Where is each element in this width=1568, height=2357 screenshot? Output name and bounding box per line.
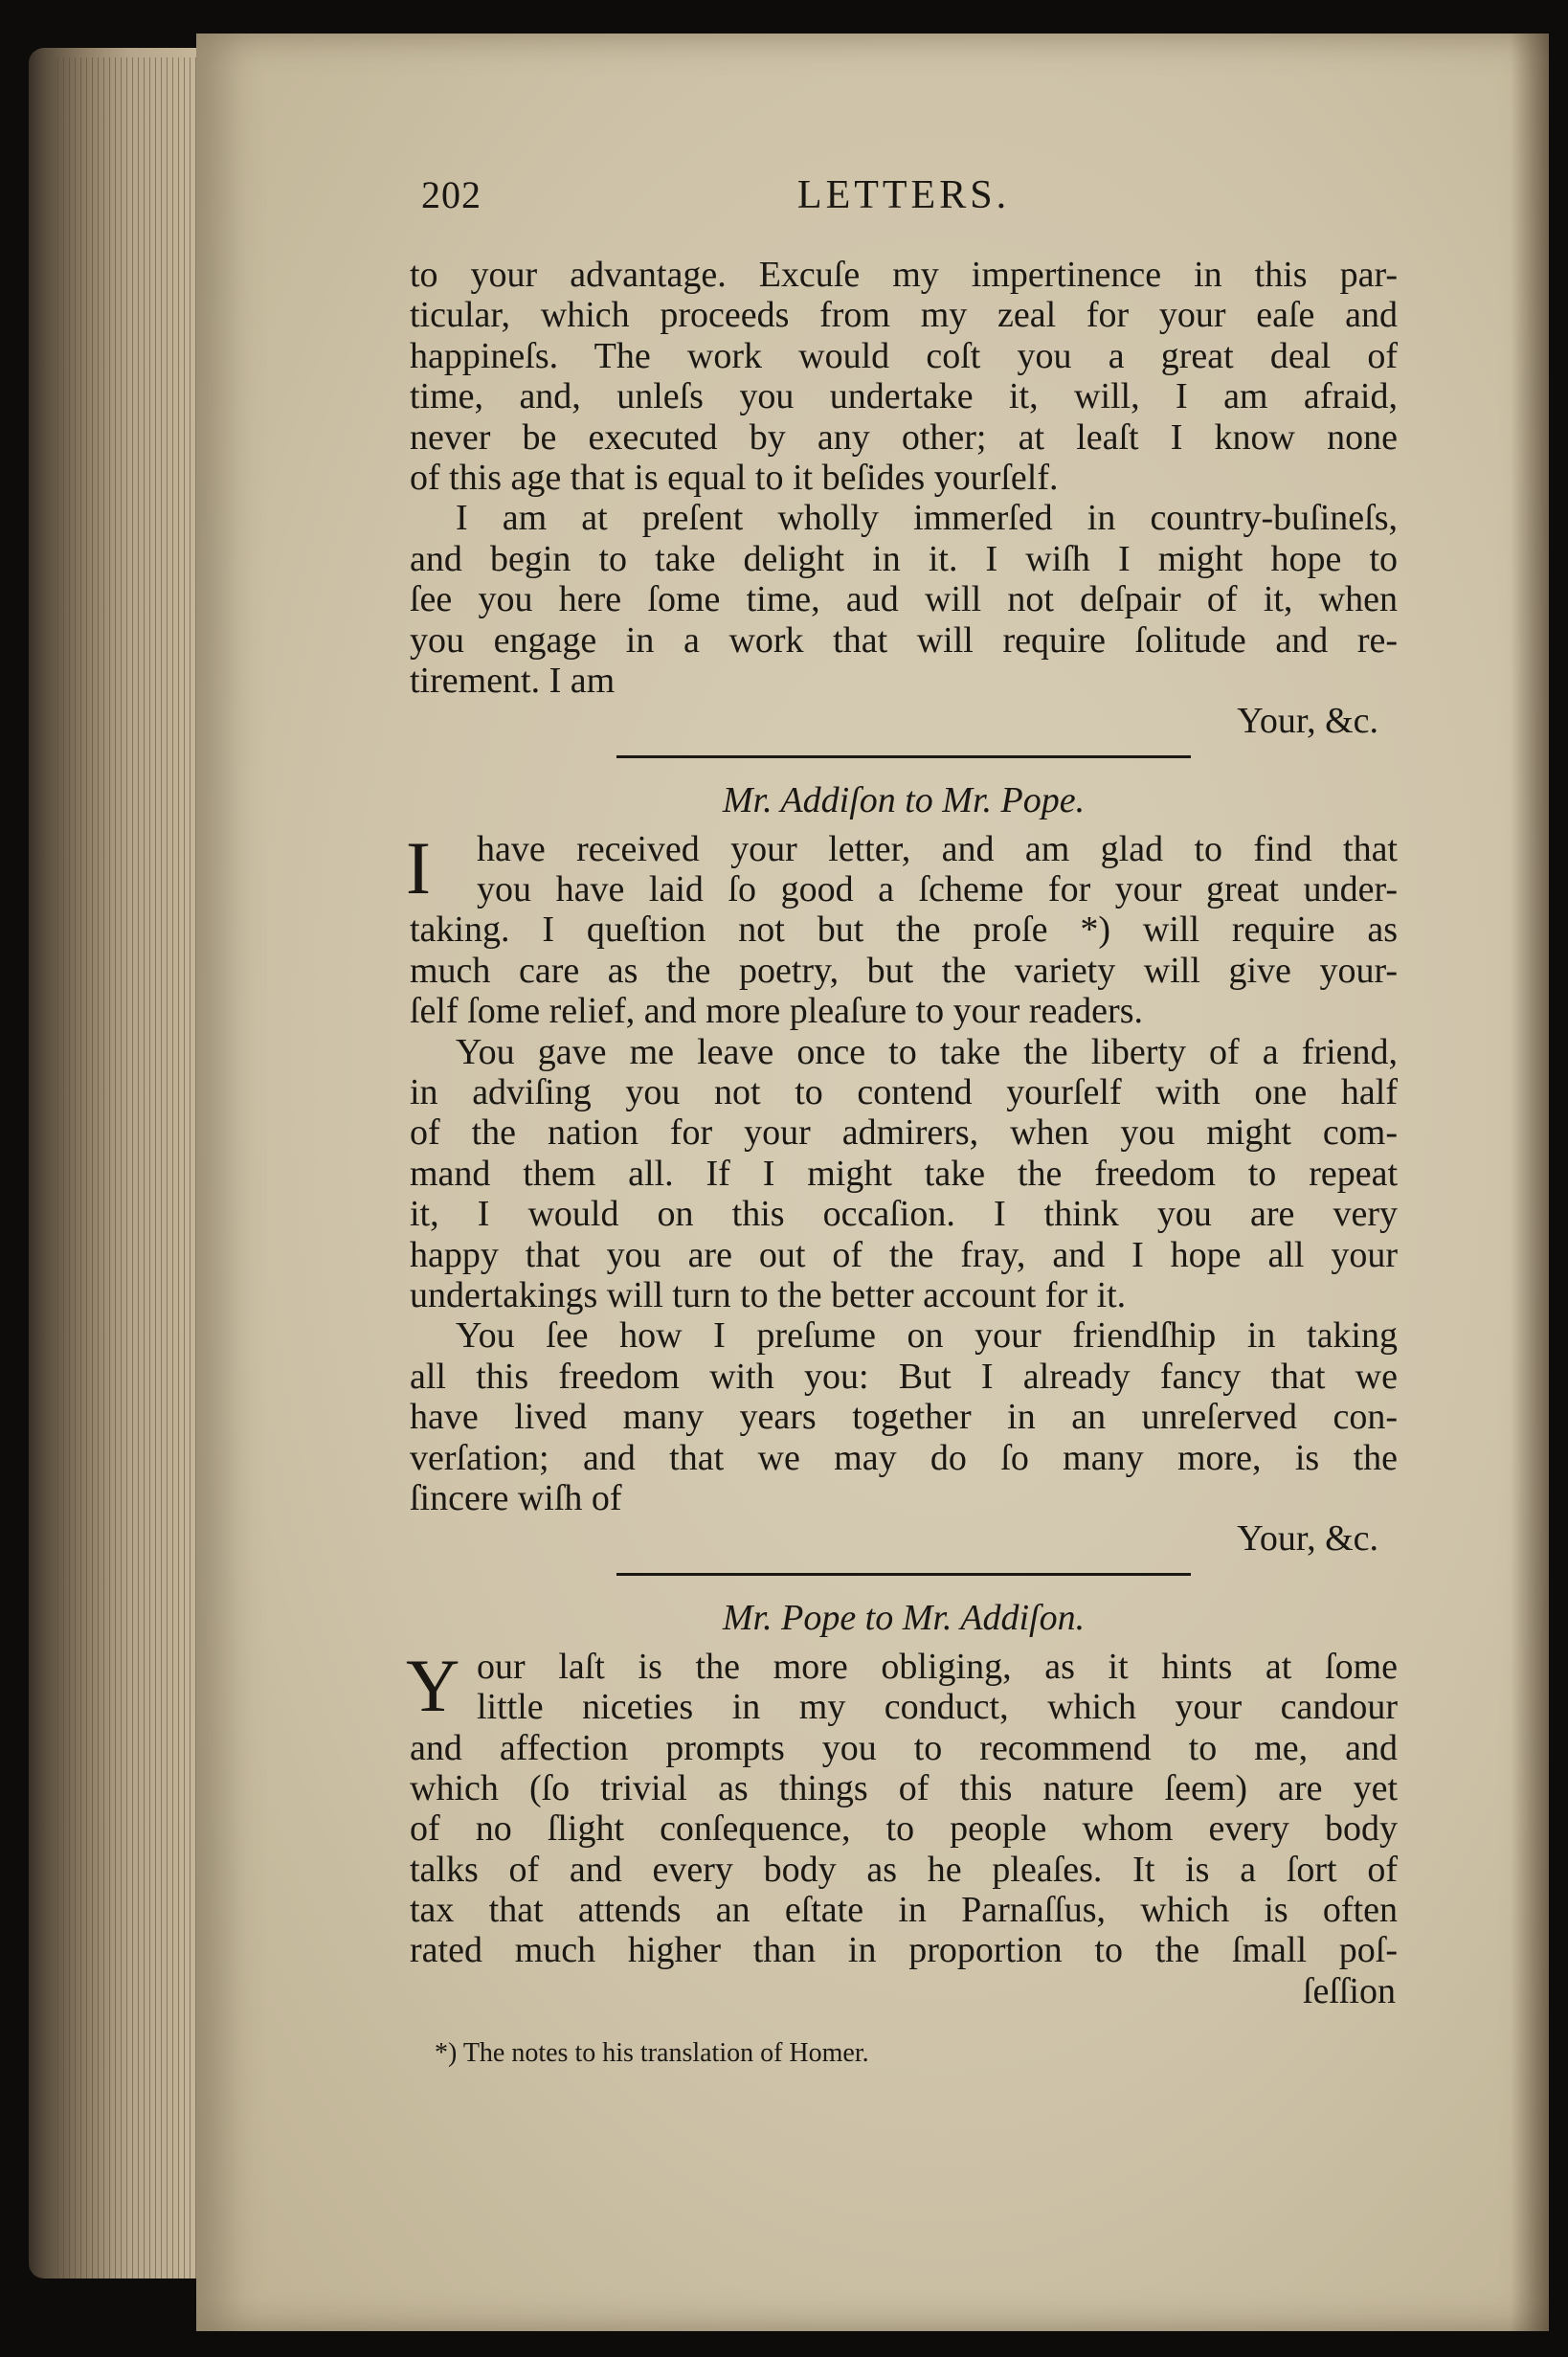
continued-letter — [410, 255, 1398, 742]
text-line: and affection prompts you to recommend to me, and — [410, 1727, 1398, 1768]
text-line: you engage in a work that will require ſolitude and re- — [410, 619, 1398, 661]
section-divider-rule — [616, 755, 1191, 758]
letter-signature: Your, &c. — [1237, 1518, 1378, 1560]
opening-paragraph — [406, 825, 1398, 910]
text-line: ticular, which proceeds from my zeal for your eaſe and — [410, 295, 1398, 336]
text-line: tirement. I am — [410, 660, 616, 701]
text-line: ſincere wiſh of — [410, 1477, 622, 1518]
section-divider-rule — [616, 1573, 1191, 1576]
text-line: have received your letter, and am glad to find that — [477, 828, 1398, 869]
text-line: to your advantage. Excuſe my impertinence in this par- — [410, 255, 1398, 295]
text-line: time, and, unleſs you undertake it, will, I am afraid, — [410, 376, 1398, 417]
letter-heading: Mr. Addiſon to Mr. Pope. — [722, 779, 1086, 820]
text-line: ſelf ſome relief, and more pleaſure to your readers. — [410, 991, 1143, 1032]
page-edge-lines — [57, 57, 201, 2278]
text-line: You ſee how I preſume on your friendſhip in taking — [456, 1315, 1398, 1357]
text-line: which (ſo trivial as things of this nature ſeem) are yet — [410, 1767, 1398, 1808]
text-line: little niceties in my conduct, which your candour — [477, 1687, 1398, 1728]
text-line: never be executed by any other; at leaſt I know none — [410, 416, 1398, 458]
text-line: talks of and every body as he pleaſes. It is a ſort of — [410, 1849, 1398, 1890]
binding-gutter-shadow — [1511, 34, 1549, 2331]
text-line: rated much higher than in proportion to the ſmall poſ- — [410, 1930, 1398, 1971]
text-line: ſee you here ſome time, aud will not deſpair of it, when — [410, 579, 1398, 620]
text-line: You gave me leave once to take the liberty of a friend, — [456, 1031, 1398, 1072]
text-line: of no ſlight conſequence, to people whom every body — [410, 1808, 1398, 1850]
text-line: of the nation for your admirers, when you might com- — [410, 1112, 1398, 1154]
opening-paragraph — [406, 1643, 1398, 1728]
letter-heading: Mr. Pope to Mr. Addiſon. — [722, 1597, 1086, 1638]
page-number: 202 — [421, 173, 482, 216]
printed-text-block — [406, 172, 1398, 2073]
text-line: happineſs. The work would coſt you a great deal of — [410, 335, 1398, 376]
text-line: verſation; and that we may do ſo many more, is the — [410, 1437, 1398, 1478]
text-line: undertakings will turn to the better account for it. — [410, 1274, 1127, 1315]
running-title: LETTERS. — [796, 173, 1011, 217]
text-line: our laſt is the more obliging, as it hints at ſome — [477, 1646, 1398, 1687]
text-line: and begin to take delight in it. I wiſh I might hope to — [410, 538, 1398, 579]
text-line: taking. I queſtion not but the proſe *) will require as — [410, 909, 1398, 951]
text-line: it, I would on this occaſion. I think you are very — [410, 1194, 1398, 1235]
text-line: you have laid ſo good a ſcheme for your great under- — [477, 869, 1398, 910]
footnote: *) The notes to his translation of Homer. — [435, 2038, 869, 2069]
text-line: mand them all. If I might take the freedom to repeat — [410, 1153, 1398, 1194]
text-line: of this age that is equal to it beſides yourſelf. — [410, 457, 1059, 498]
text-line: all this freedom with you: But I already fancy that we — [410, 1356, 1398, 1397]
drop-cap-letter: I — [406, 825, 431, 909]
text-line: have lived many years together in an unreſerved con- — [410, 1397, 1398, 1438]
catchword: ſeſſion — [1302, 1970, 1396, 2011]
text-line: tax that attends an eſtate in Parnaſſus, which is often — [410, 1890, 1398, 1931]
text-line: I am at preſent wholly immerſed in country-buſineſs, — [456, 498, 1398, 539]
letter-pope-to-addison — [406, 1593, 1398, 2012]
letter-signature: Your, &c. — [1237, 701, 1378, 742]
text-line: in adviſing you not to contend yourſelf with one half — [410, 1072, 1398, 1113]
drop-cap-letter: Y — [406, 1643, 460, 1727]
text-line: much care as the poetry, but the variety will give your- — [410, 950, 1398, 991]
text-line: happy that you are out of the fray, and I hope all your — [410, 1234, 1398, 1275]
running-head — [410, 172, 1398, 230]
letter-addison-to-pope — [406, 775, 1398, 1560]
